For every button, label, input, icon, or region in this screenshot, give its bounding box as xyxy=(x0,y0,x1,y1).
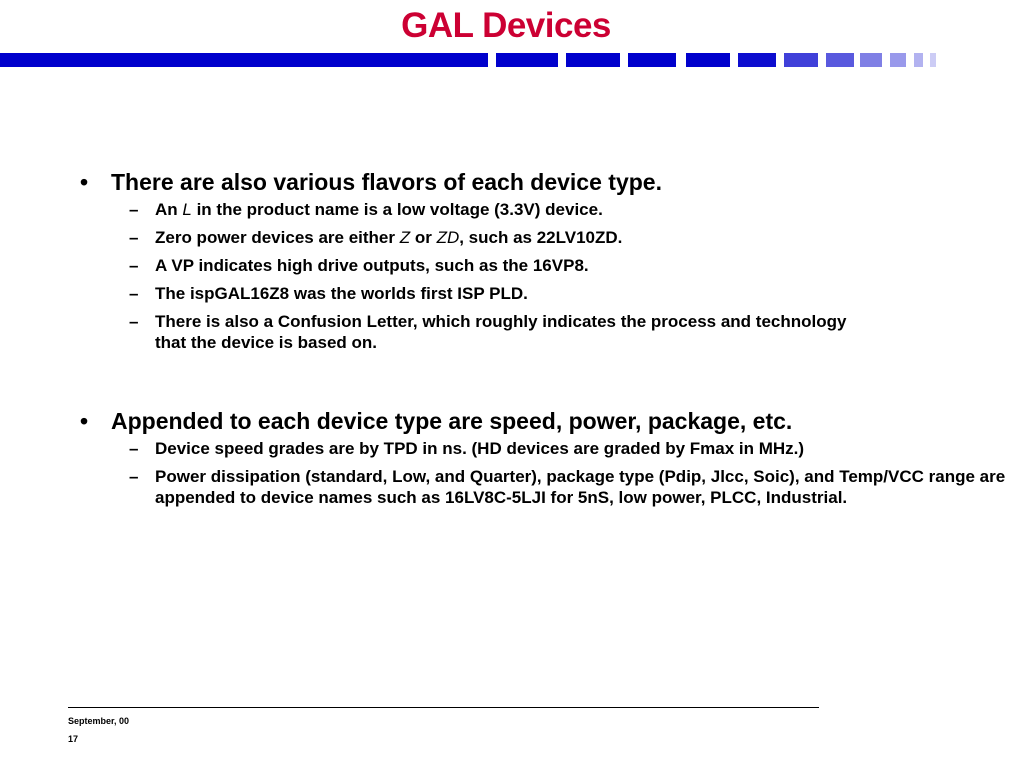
bullet-marker: • xyxy=(80,408,89,434)
dash-marker: – xyxy=(129,439,139,458)
header-bar-segment xyxy=(0,53,488,67)
sub-bullet-text-part: An xyxy=(155,200,183,219)
footer-divider xyxy=(68,707,819,708)
sub-bullet-item xyxy=(78,227,958,248)
sub-bullet-item xyxy=(78,199,958,220)
sub-bullet-text: The ispGAL16Z8 was the worlds first ISP PLD. xyxy=(155,284,528,303)
header-bar-segment xyxy=(686,53,730,67)
sub-bullet-text: Device speed grades are by TPD in ns. (HD devices are graded by Fmax in MHz.) xyxy=(155,439,805,458)
sub-bullet-text-part: , such as 22LV10ZD. xyxy=(459,228,623,247)
bullet-text: There are also various flavors of each device type. xyxy=(111,169,662,195)
bullet-list xyxy=(78,168,1006,508)
header-bar-segment xyxy=(890,53,906,67)
sub-bullet-text: A VP indicates high drive outputs, such as the 16VP8. xyxy=(155,256,589,275)
header-bar-segment xyxy=(784,53,818,67)
sub-bullet-text: There is also a Confusion Letter, which roughly indicates the process and technology that the device is based on. xyxy=(155,312,847,352)
sub-bullet-item xyxy=(78,466,1020,508)
sub-bullet-text-part: L xyxy=(182,200,192,219)
slide-title: GAL Devices xyxy=(401,6,611,45)
header-bar-segment xyxy=(628,53,676,67)
sub-bullet-item xyxy=(78,438,958,459)
header-bar-segment xyxy=(496,53,558,67)
sub-bullet-text-part: or xyxy=(410,228,437,247)
sub-bullet-text-part: ZD xyxy=(436,228,460,247)
dash-marker: – xyxy=(129,284,139,303)
footer-date: September, 00 xyxy=(68,716,130,726)
dash-marker: – xyxy=(129,256,139,275)
header-bar-segment xyxy=(826,53,854,67)
header-bar-segment xyxy=(930,53,936,67)
header-bar-segment xyxy=(860,53,882,67)
sub-bullet-text-part: Zero power devices are either xyxy=(155,228,400,247)
bullet-marker: • xyxy=(80,169,89,195)
dash-marker: – xyxy=(129,312,139,331)
bullet-item xyxy=(78,168,958,196)
sub-bullet-text-part: in the product name is a low voltage (3.3V) device. xyxy=(191,200,603,219)
sub-bullet-item xyxy=(78,311,855,353)
header-bar-segment xyxy=(738,53,776,67)
sub-bullet-item xyxy=(78,283,958,304)
header-bar-segment xyxy=(914,53,923,67)
bullet-text: Appended to each device type are speed, power, package, etc. xyxy=(111,408,793,434)
sub-bullet-text: Power dissipation (standard, Low, and Quarter), package type (Pdip, Jlcc, Soic), and Temp/VCC range are appended to device names such as 16LV8C-5LJI for 5nS, low power, PLCC, Industrial. xyxy=(155,467,1006,507)
dash-marker: – xyxy=(129,467,139,486)
header-bar-segment xyxy=(566,53,620,67)
dash-marker: – xyxy=(129,228,139,247)
sub-bullet-text-part: Z xyxy=(399,228,411,247)
sub-bullet-item xyxy=(78,255,958,276)
dash-marker: – xyxy=(129,200,139,219)
bullet-item xyxy=(78,407,958,435)
footer-page-number: 17 xyxy=(68,734,79,744)
